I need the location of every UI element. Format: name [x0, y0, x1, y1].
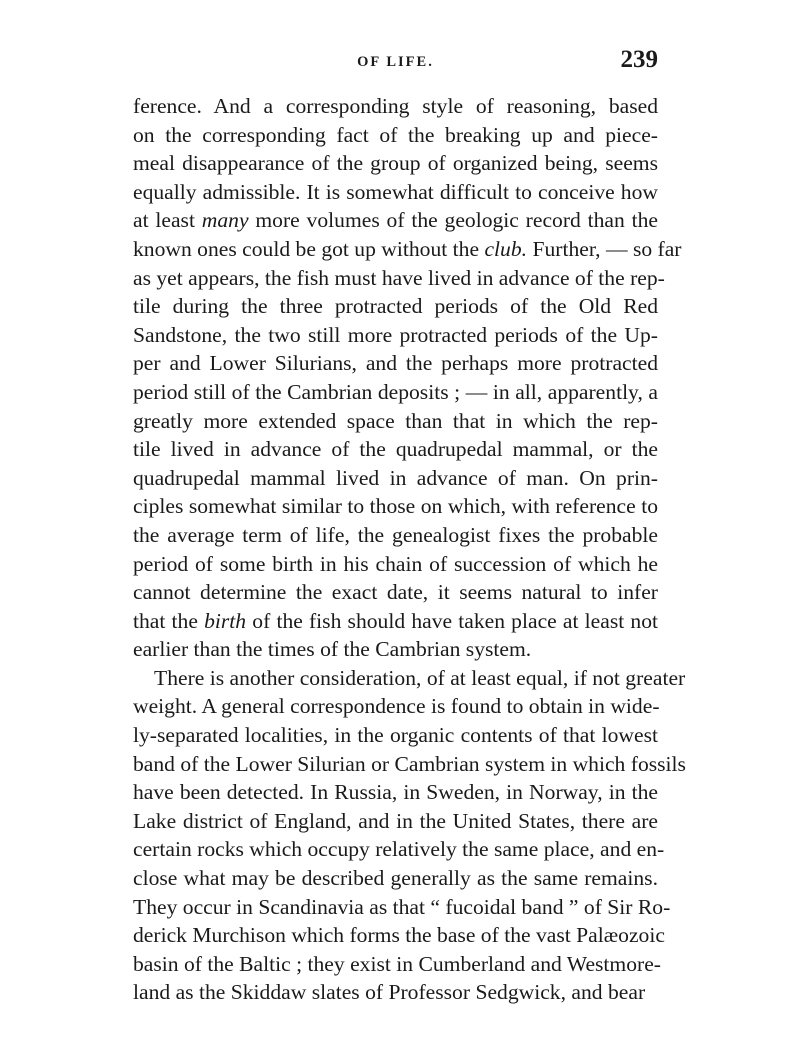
text-run: Lake district of England, and in the United States, there are [133, 808, 658, 833]
text-run: tile lived in advance of the quadrupedal mammal, or the [133, 437, 658, 462]
text-run: period of some birth in his chain of succession of which he [133, 551, 658, 576]
text-line [133, 464, 658, 493]
text-line [133, 578, 658, 607]
text-line [133, 921, 665, 950]
text-run: tile during the three protracted periods of the Old Red [133, 294, 658, 319]
text-line [133, 978, 658, 1007]
text-run: cannot determine the exact date, it seems natural to infer [133, 580, 658, 605]
text-line [133, 321, 658, 350]
text-line [133, 864, 658, 893]
text-run: weight. A general correspondence is found to obtain in wide- [133, 694, 660, 719]
text-run: on the corresponding fact of the breaking up and piece- [133, 122, 658, 147]
text-line [133, 292, 658, 321]
text-run: known ones could be got up without the [133, 236, 485, 261]
text-line [133, 835, 665, 864]
text-line [133, 178, 658, 207]
text-run: basin of the Baltic ; they exist in Cumberland and Westmore- [133, 951, 661, 976]
text-line [133, 92, 658, 121]
paragraph [133, 92, 682, 664]
text-run: derick Murchison which forms the base of the vast Palæozoic [133, 923, 665, 948]
text-run: ciples somewhat similar to those on which, with reference to [133, 494, 658, 519]
italic-word: club. [484, 236, 528, 261]
text-run: band of the Lower Silurian or Cambrian system in which fossils [133, 751, 686, 776]
text-run: There is another consideration, of at least equal, if not greater [154, 665, 686, 690]
text-run: Sandstone, the two still more protracted periods of the Up- [133, 322, 658, 347]
text-line [133, 378, 658, 407]
text-line [133, 950, 661, 979]
text-run: at least [133, 208, 202, 233]
text-run: Further, — so far [527, 236, 682, 261]
text-line [133, 635, 658, 664]
italic-word: birth [204, 608, 247, 633]
text-line [133, 349, 658, 378]
text-run: ference. And a corresponding style of reasoning, based [133, 94, 658, 118]
text-run: quadrupedal mammal lived in advance of man. On prin- [133, 465, 658, 490]
page-number: 239 [620, 46, 658, 73]
italic-word: many [201, 208, 249, 233]
text-line [133, 121, 658, 150]
text-run: close what may be described generally as the same remains. [133, 866, 658, 891]
text-line [133, 235, 682, 264]
text-run: certain rocks which occupy relatively the same place, and en- [133, 837, 665, 862]
text-line [133, 778, 658, 807]
text-run: have been detected. In Russia, in Sweden, in Norway, in the [133, 780, 658, 805]
text-line [133, 607, 658, 636]
running-title: OF LIFE. [357, 54, 434, 70]
text-run: of the fish should have taken place at least not [246, 608, 658, 633]
text-run: that the [133, 608, 205, 633]
text-line [133, 893, 671, 922]
text-run: as yet appears, the fish must have lived in advance of the rep- [133, 265, 665, 290]
text-run: per and Lower Silurians, and the perhaps more protracted [133, 351, 658, 376]
text-run: the average term of life, the genealogist fixes the probable [133, 522, 658, 547]
text-line [133, 521, 658, 550]
text-line [133, 550, 658, 579]
text-run: land as the Skiddaw slates of Professor Sedgwick, and bear [133, 980, 646, 1005]
text-line [133, 206, 658, 235]
text-line [133, 664, 686, 693]
paragraph [133, 664, 686, 1007]
text-run: meal disappearance of the group of organized being, seems [133, 151, 658, 176]
text-line [133, 721, 658, 750]
text-run: period still of the Cambrian deposits ; — in all, apparently, a [133, 379, 658, 404]
text-line [133, 807, 658, 836]
text-run: ly-separated localities, in the organic contents of that lowest [133, 723, 658, 748]
text-run: They occur in Scandinavia as that “ fucoidal band ” of Sir Ro- [133, 894, 671, 919]
text-line [133, 407, 658, 436]
text-run: earlier than the times of the Cambrian system. [133, 637, 532, 662]
text-run: greatly more extended space than that in which the rep- [133, 408, 658, 433]
body-text [133, 92, 686, 1007]
text-line [133, 435, 658, 464]
text-line [133, 149, 658, 178]
text-line [133, 492, 658, 521]
running-head [133, 44, 658, 80]
text-line [133, 750, 686, 779]
text-run: more volumes of the geologic record than the [248, 208, 659, 233]
text-line [133, 692, 658, 721]
text-line [133, 264, 665, 293]
text-run: equally admissible. It is somewhat difficult to conceive how [133, 179, 658, 204]
